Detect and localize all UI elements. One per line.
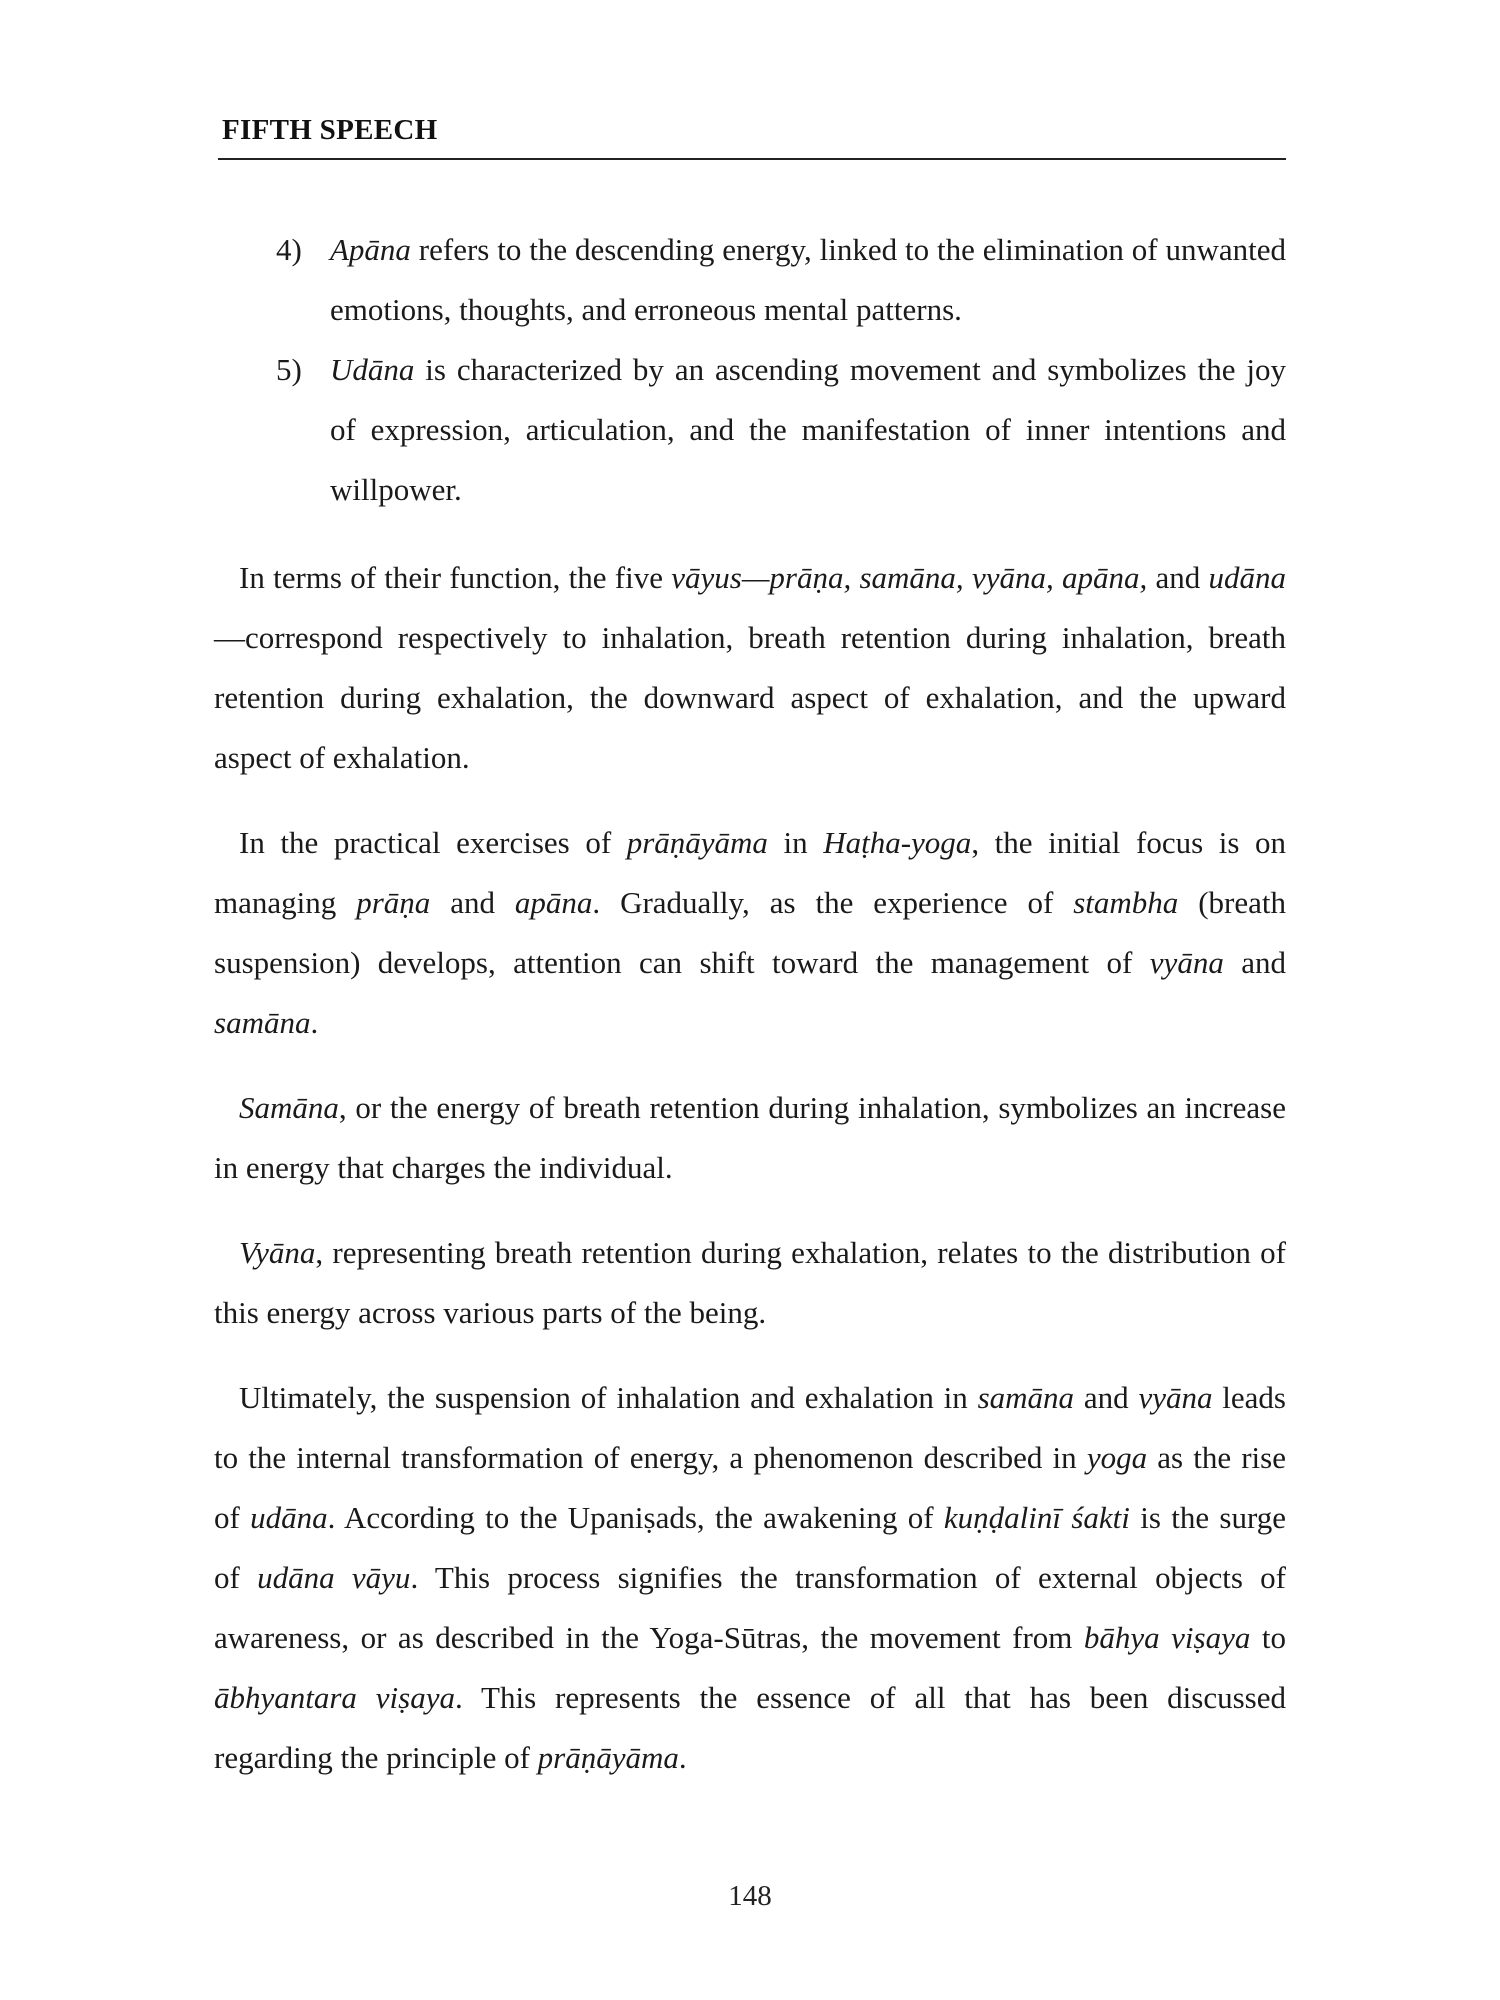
text-run: (breath suspension) develops, attention can shift toward the management of	[214, 885, 1287, 980]
text-run: to	[1250, 1620, 1286, 1655]
text-run: is the surge of	[214, 1500, 1286, 1595]
text-run: , the initial focus is on managing	[214, 825, 1286, 920]
text-run: . Gradually, as the experience of	[592, 885, 1074, 920]
list-number: 4)	[276, 232, 302, 267]
italic-run: prāṇa	[356, 885, 431, 920]
paragraph-samana	[214, 1078, 1286, 1198]
page-number: 148	[728, 1880, 772, 1912]
text-run: . According to the Upaniṣads, the awakening of	[327, 1500, 944, 1535]
list-item-apana	[214, 220, 1286, 340]
text-run: , or the energy of breath retention during inhalation, symbolizes an increase in energy that charges the individual.	[214, 1090, 1286, 1185]
italic-run: udāna	[250, 1500, 328, 1535]
italic-run: Vyāna	[239, 1235, 316, 1270]
text-run: and	[1074, 1380, 1139, 1415]
text-run: and	[1147, 560, 1209, 595]
list-term: Udāna	[330, 352, 415, 387]
italic-run: stambha	[1073, 885, 1179, 920]
italic-run: vyāna	[1149, 945, 1224, 980]
text-run: Ultimately, the suspension of inhalation and exhalation in	[239, 1380, 978, 1415]
italic-run: Haṭha-yoga	[823, 825, 972, 860]
text-run: , representing breath retention during exhalation, relates to the distribution of this energy across various parts of the being.	[214, 1235, 1286, 1330]
text-run: In the practical exercises of	[239, 825, 627, 860]
running-head-title: FIFTH SPEECH	[222, 114, 438, 146]
italic-run: yoga	[1086, 1440, 1148, 1475]
text-run: and	[430, 885, 515, 920]
list-term: Apāna	[330, 232, 411, 267]
italic-run: vāyus—prāṇa, samāna, vyāna, apāna,	[671, 560, 1148, 595]
text-run: .	[310, 1005, 319, 1040]
italic-run: udāna vāyu	[257, 1560, 411, 1595]
italic-run: udāna	[1208, 560, 1287, 595]
page-body	[214, 220, 1286, 1788]
list-text: is characterized by an ascending movement and symbolizes the joy of expression, articulation, and the manifestation of inner intentions and willpower.	[330, 352, 1286, 507]
list-item-udana	[214, 340, 1286, 520]
list-text: refers to the descending energy, linked to the elimination of unwanted emotions, thoughts, and erroneous mental patterns.	[330, 232, 1286, 327]
italic-run: bāhya viṣaya	[1083, 1620, 1251, 1655]
list-number: 5)	[276, 352, 302, 387]
paragraph-practical-exercises	[214, 813, 1286, 1053]
text-run: In terms of their function, the five	[239, 560, 672, 595]
italic-run: prāṇāyāma	[537, 1740, 679, 1775]
italic-run: samāna	[214, 1005, 311, 1040]
text-run: and	[1223, 945, 1286, 980]
vayu-list	[214, 220, 1286, 520]
text-run: . This represents the essence of all that has been discussed regarding the principle of	[214, 1680, 1286, 1775]
italic-run: kuṇḍalinī śakti	[943, 1500, 1130, 1535]
text-run: . This process signifies the transformation of external objects of awareness, or as described in the Yoga-Sūtras, the movement from	[214, 1560, 1286, 1655]
text-run: .	[678, 1740, 687, 1775]
header-rule	[218, 158, 1286, 160]
italic-run: Samāna	[239, 1090, 339, 1125]
italic-run: prāṇāyāma	[626, 825, 768, 860]
italic-run: apāna	[514, 885, 593, 920]
italic-run: ābhyantara viṣaya	[214, 1680, 455, 1715]
text-run: —correspond respectively to inhalation, breath retention during inhalation, breath retention during exhalation, the downward aspect of exhalation, and the upward aspect of exhalation.	[214, 620, 1286, 775]
italic-run: samāna	[977, 1380, 1075, 1415]
text-run: leads to the internal transformation of energy, a phenomenon described in	[214, 1380, 1286, 1475]
italic-run: vyāna	[1138, 1380, 1213, 1415]
text-run: as the rise of	[214, 1440, 1286, 1535]
paragraph-ultimately	[214, 1368, 1286, 1788]
paragraph-function	[214, 548, 1286, 788]
paragraph-vyana	[214, 1223, 1286, 1343]
text-run: in	[767, 825, 824, 860]
